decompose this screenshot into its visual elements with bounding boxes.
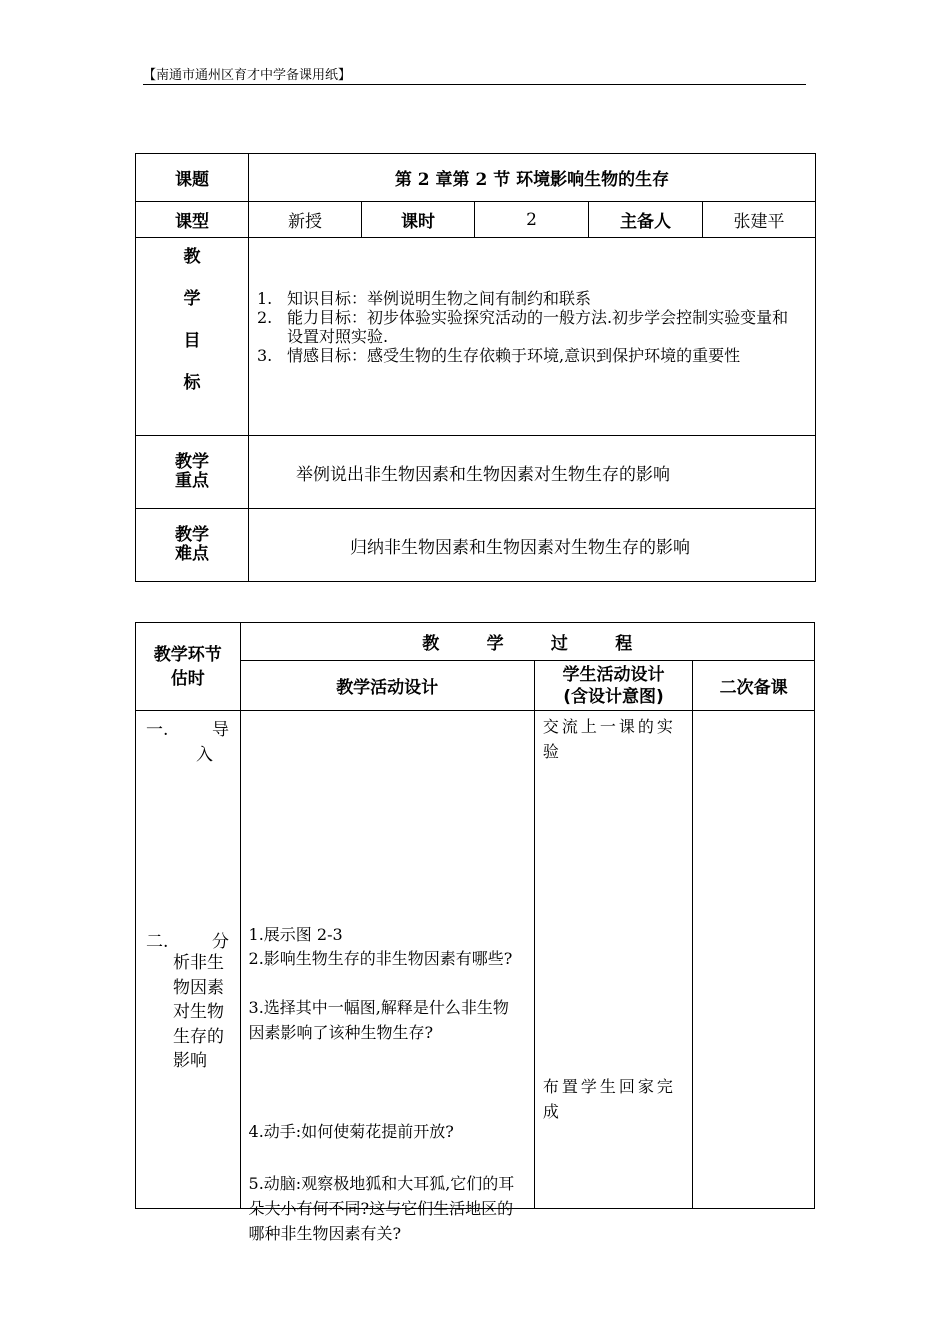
student-header-line: (含设计意图) [563,686,664,707]
goals-label [136,242,248,393]
stage-1-char: 导 [212,720,229,740]
stage-2-text [173,951,224,1074]
teacher-item: 1.展示图 2-3 [248,925,343,944]
lesson-info-table [135,153,816,582]
stage-2-line: 析非生 [173,953,224,973]
goal-text: 情感目标：感受生物的生存依赖于环境,意识到保护环境的重要性 [287,346,741,365]
topic-label: 课题 [136,154,249,202]
author-label: 主备人 [589,202,703,238]
goal-item [249,346,803,365]
stage-header-line: 教学环节 [153,644,222,665]
student-activity-cell [534,711,692,1209]
goal-number: 3. [257,346,273,365]
process-title: 教 学 过 程 [240,623,814,661]
stage-2-line: 物因素 [173,977,224,998]
hours-value: 2 [475,202,589,238]
key-label-line: 教学 [175,452,209,472]
hours-label: 课时 [362,202,475,238]
stage-header-cell [136,623,241,711]
key-label [136,453,248,491]
goals-label-char: 学 [183,289,201,309]
stage-cell [136,711,241,1209]
second-prep-cell [693,711,815,1209]
teacher-item: 5.动脑:观察极地狐和大耳狐,它们的耳朵大小有何不同?这与它们生活地区的哪种非生物因素有关? [248,1174,515,1243]
key-label-cell [136,436,249,509]
goals-list [249,289,815,365]
author-value: 张建平 [703,202,816,238]
stage-2-char: 分 [212,932,229,952]
second-prep-header: 二次备课 [693,661,815,711]
goals-cell [249,238,816,436]
process-table [135,622,815,1243]
key-label-line: 重点 [175,471,209,491]
stage-header [136,643,240,691]
difficulty-label-line: 难点 [175,544,209,564]
difficulty-value: 归纳非生物因素和生物因素对生物生存的影响 [249,509,816,582]
goals-label-char: 教 [183,247,201,267]
stage-2-line: 对生物 [173,1002,224,1022]
header-rule [143,84,806,85]
goal-number: 2. [257,308,273,327]
goal-item [249,308,803,346]
topic-value: 第 2 章第 2 节 环境影响生物的生存 [249,154,816,202]
stage-1-char: 入 [196,745,213,765]
teacher-item: 3.选择其中一幅图,解释是什么非生物因素影响了该种生物生存? [248,998,509,1042]
teacher-item: 4.动手:如何使菊花提前开放? [248,1122,454,1141]
document-header: 【南通市通州区育才中学备课用纸】 [143,68,352,83]
type-value: 新授 [249,202,362,238]
goals-label-cell [136,238,249,436]
student-activity-header-cell [534,661,692,711]
stage-2-line: 生存的 [173,1026,224,1047]
goal-item [249,289,803,308]
stage-2-line: 影响 [173,1051,207,1071]
difficulty-label-line: 教学 [175,525,209,545]
student-item: 布置学生回家完成 [542,1077,676,1121]
goal-number: 1. [257,289,273,308]
difficulty-label-cell [136,509,249,582]
student-header-line: 学生活动设计 [562,664,665,685]
stage-2-number: 二. [146,932,169,952]
key-value: 举例说出非生物因素和生物因素对生物生存的影响 [249,436,816,509]
type-label: 课型 [136,202,249,238]
stage-1-number: 一. [146,720,169,740]
teacher-activity-header: 教学活动设计 [240,661,534,711]
student-item: 交流上一课的实验 [542,717,676,761]
stage-header-line: 估时 [170,668,205,689]
difficulty-label [136,526,248,564]
student-activity-header [535,664,692,708]
teacher-item: 2.影响生物生存的非生物因素有哪些? [248,949,513,968]
teacher-activity-cell [240,711,534,1243]
goal-text: 知识目标：举例说明生物之间有制约和联系 [287,289,592,308]
goal-text: 能力目标：初步体验实验探究活动的一般方法.初步学会控制实验变量和设置对照实验. [287,308,789,346]
goals-label-char: 目 [183,331,201,351]
goals-label-char: 标 [183,373,201,393]
